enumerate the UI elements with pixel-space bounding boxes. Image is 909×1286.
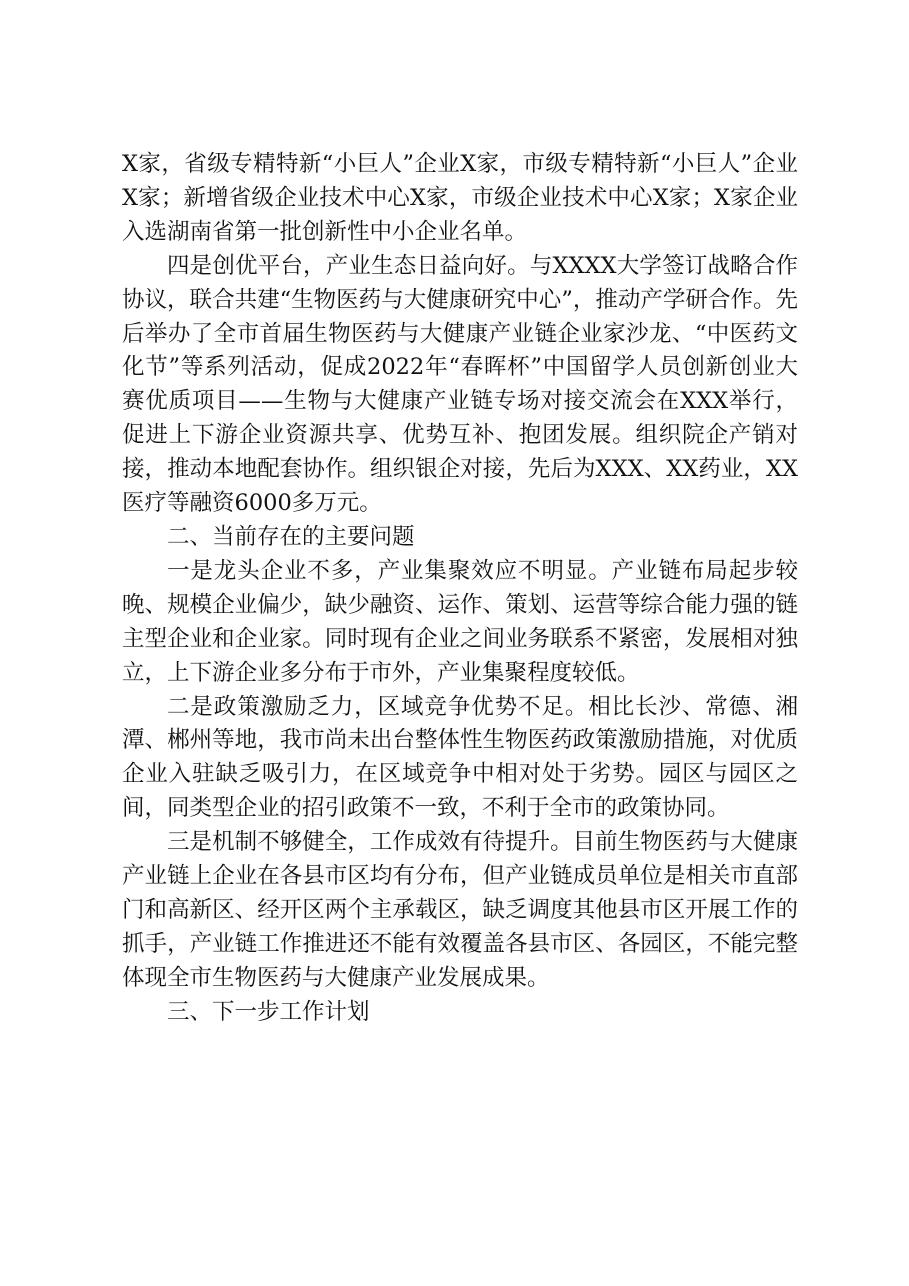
paragraph-leading-enterprises: 一是龙头企业不多，产业集聚效应不明显。产业链布局起步较晚、规模企业偏少，缺少融资、运作、策划、运营等综合能力强的链主型企业和企业家。同时现有企业之间业务联系不紧密，发展相对独立，上下游企业多分布于市外，产业集聚程度较低。 (122, 557, 798, 686)
paragraph-mechanism: 三是机制不够健全，工作成效有待提升。目前生物医药与大健康产业链上企业在各县市区均有分布，但产业链成员单位是相关市直部门和高新区、经开区两个主承载区，缺乏调度其他县市区开展工作的抓手，产业链工作推进还不能有效覆盖各县市区、各园区，不能完整体现全市生物医药与大健康产业发展成果。 (122, 829, 798, 991)
section-heading-next-plan: 三、下一步工作计划 (167, 998, 370, 1025)
paragraph-enterprise-stats: X家，省级专精特新“小巨人”企业X家，市级专精特新“小巨人”企业X家；新增省级企业技术中心X家，市级企业技术中心X家；X家企业入选湖南省第一批创新性中小企业名单。 (122, 151, 798, 245)
paragraph-policy-incentives: 二是政策激励乏力，区域竞争优势不足。相比长沙、常德、湘潭、郴州等地，我市尚未出台整体性生物医药政策激励措施，对优质企业入驻缺乏吸引力，在区域竞争中相对处于劣势。园区与园区之间，同类型企业的招引政策不一致，不利于全市的政策协同。 (122, 693, 798, 822)
section-heading-main-problems: 二、当前存在的主要问题 (167, 523, 415, 550)
paragraph-platform-building: 四是创优平台，产业生态日益向好。与XXXX大学签订战略合作协议，联合共建“生物医药与大健康研究中心”，推动产学研合作。先后举办了全市首届生物医药与大健康产业链企业家沙龙、“中医药文化节”等系列活动，促成2022年“春晖杯”中国留学人员创新创业大赛优质项目——生物与大健康产业链专场对接交流会在XXX举行，促进上下游企业资源共享、优势互补、抱团发展。组织院企产销对接，推动本地配套协作。组织银企对接，先后为XXX、XX药业，XX医疗等融资6000多万元。 (122, 252, 798, 517)
document-body (122, 148, 798, 1030)
